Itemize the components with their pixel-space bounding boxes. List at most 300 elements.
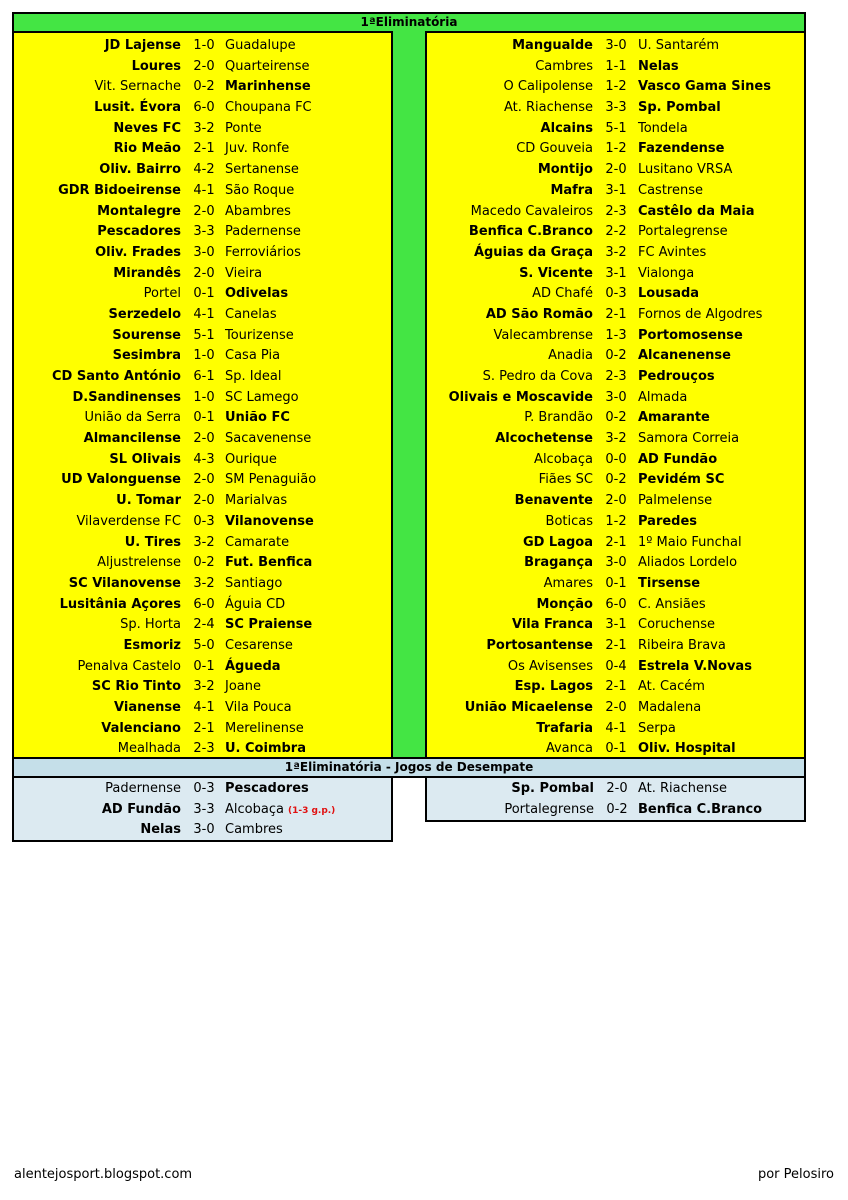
match-row	[14, 388, 391, 409]
match-row	[427, 719, 804, 740]
match-row	[14, 615, 391, 636]
match-score: 3-3	[193, 224, 215, 240]
away-team: Pescadores	[225, 781, 309, 796]
match-score: 3-0	[193, 822, 215, 838]
match-row	[14, 408, 391, 429]
match-score: 1-3	[605, 327, 627, 343]
match-row	[427, 36, 804, 57]
match-row	[427, 139, 804, 160]
match-score: 2-1	[605, 679, 627, 695]
match-score: 3-1	[605, 617, 627, 633]
match-row	[14, 533, 391, 554]
match-score: 2-0	[605, 700, 627, 715]
away-team: Quarteirense	[225, 58, 310, 74]
match-row	[427, 553, 804, 574]
away-team: Camarate	[225, 534, 290, 550]
match-score: 2-1	[605, 637, 627, 653]
away-team: 1º Maio Funchal	[638, 534, 742, 550]
home-team: Esmoriz	[123, 637, 181, 653]
away-team: Castêlo da Maia	[638, 203, 755, 219]
round-title: 1ªEliminatória	[12, 12, 806, 33]
match-row	[14, 139, 391, 160]
home-team: Oliv. Bairro	[99, 162, 181, 178]
away-team: Abambres	[225, 203, 291, 219]
away-team: U. Coimbra	[225, 741, 306, 757]
match-row	[427, 222, 804, 243]
home-team: Rio Meão	[113, 141, 181, 157]
match-row	[14, 243, 391, 264]
match-score: 4-1	[193, 700, 215, 715]
match-score: 6-0	[193, 596, 215, 612]
home-team: SL Olivais	[109, 451, 181, 467]
away-team: Guadalupe	[225, 38, 296, 53]
home-team: Alcobaça	[534, 451, 593, 467]
away-team: Canelas	[225, 306, 277, 322]
match-score: 3-2	[193, 534, 215, 550]
match-row	[427, 202, 804, 223]
match-score: 6-0	[193, 100, 215, 116]
match-row	[427, 615, 804, 636]
match-score: 0-2	[605, 410, 627, 426]
away-team: Juv. Ronfe	[225, 141, 290, 157]
match-row	[14, 119, 391, 140]
match-row	[427, 512, 804, 533]
match-score: 3-2	[193, 120, 215, 136]
away-team: Benfica C.Branco	[638, 801, 763, 817]
match-score: 0-1	[605, 575, 627, 591]
home-team: GDR Bidoeirense	[58, 182, 181, 198]
home-team: Valecambrense	[493, 327, 593, 343]
home-team: Vianense	[114, 700, 181, 715]
away-team: Merelinense	[225, 720, 304, 736]
match-score: 2-0	[193, 493, 215, 509]
match-row	[14, 450, 391, 471]
home-team: Montijo	[537, 162, 593, 178]
match-score: 2-3	[605, 203, 627, 219]
home-team: Bragança	[524, 555, 593, 571]
match-score: 3-2	[605, 244, 627, 260]
match-row	[14, 677, 391, 698]
match-row	[427, 533, 804, 554]
match-row	[427, 677, 804, 698]
match-score: 2-0	[193, 203, 215, 219]
match-row	[14, 595, 391, 616]
home-team: União Micaelense	[464, 700, 593, 715]
away-team: Marialvas	[225, 493, 288, 509]
home-team: Monção	[536, 596, 593, 612]
match-row	[14, 202, 391, 223]
match-row	[427, 574, 804, 595]
home-team: S. Vicente	[519, 265, 593, 281]
match-row	[14, 305, 391, 326]
away-team: Tourizense	[225, 327, 294, 343]
match-row	[427, 119, 804, 140]
home-team: U. Tires	[124, 534, 181, 550]
home-team: U. Tomar	[116, 493, 181, 509]
home-team: S. Pedro da Cova	[482, 369, 593, 384]
home-team: At. Riachense	[503, 100, 593, 116]
home-team: Lusitânia Açores	[59, 596, 181, 612]
home-team: Portosantense	[486, 637, 593, 653]
home-team: Mangualde	[512, 38, 593, 53]
match-row	[427, 160, 804, 181]
home-team: Pescadores	[97, 224, 181, 240]
match-score: 1-0	[193, 348, 215, 364]
match-row	[14, 820, 391, 841]
match-score: 2-0	[605, 493, 627, 509]
home-team: GD Lagoa	[522, 534, 593, 550]
away-team: Ribeira Brava	[638, 637, 726, 653]
home-team: Aljustrelense	[97, 555, 181, 571]
match-row	[14, 36, 391, 57]
match-score: 4-1	[605, 720, 627, 736]
home-team: AD São Romão	[485, 306, 593, 322]
away-team: Tondela	[638, 120, 688, 136]
home-team: AD Chafé	[532, 286, 593, 302]
match-score: 5-1	[193, 327, 215, 343]
away-team: Estrela V.Novas	[638, 658, 752, 674]
home-team: Vilaverdense FC	[76, 513, 181, 529]
away-team: Vila Pouca	[225, 700, 292, 715]
away-team: Odivelas	[225, 286, 289, 302]
home-team: UD Valonguense	[61, 472, 181, 488]
away-team: Fornos de Algodres	[638, 306, 763, 322]
home-team: Sesimbra	[112, 348, 181, 364]
away-team: Ourique	[225, 451, 277, 467]
home-team: Trafaria	[536, 720, 593, 736]
match-row	[427, 367, 804, 388]
match-score: 3-3	[605, 100, 627, 116]
match-row	[14, 719, 391, 740]
match-score: 0-2	[193, 555, 215, 571]
match-score: 2-1	[193, 720, 215, 736]
match-row	[14, 470, 391, 491]
match-row	[14, 222, 391, 243]
home-team: Mafra	[550, 182, 593, 198]
match-row	[14, 698, 391, 719]
home-team: SC Vilanovense	[68, 575, 181, 591]
match-score: 0-1	[193, 410, 215, 426]
match-row	[14, 284, 391, 305]
right-results-panel	[425, 31, 806, 759]
match-score: 2-1	[605, 306, 627, 322]
away-team: Castrense	[638, 182, 703, 198]
home-team: AD Fundão	[101, 801, 181, 817]
match-row	[14, 491, 391, 512]
match-row	[14, 553, 391, 574]
match-score: 3-3	[193, 801, 215, 817]
home-team: Valenciano	[101, 720, 181, 736]
home-team: Anadia	[548, 348, 593, 364]
home-team: Vila Franca	[511, 617, 593, 633]
away-team: Pevidém SC	[638, 472, 725, 488]
away-team: Vasco Gama Sines	[638, 79, 771, 95]
match-row	[14, 98, 391, 119]
away-team: Portomosense	[638, 327, 743, 343]
home-team: Fiães SC	[538, 472, 593, 488]
match-row	[427, 429, 804, 450]
home-team: Cambres	[535, 58, 593, 74]
match-score: 2-3	[605, 369, 627, 384]
home-team: JD Lajense	[104, 38, 181, 53]
away-team-name: Alcobaça	[225, 801, 284, 817]
match-score: 2-0	[193, 58, 215, 74]
home-team: Os Avisenses	[507, 658, 593, 674]
away-team: C. Ansiães	[638, 596, 706, 612]
away-team: Sp. Pombal	[638, 100, 721, 116]
match-score: 2-0	[193, 431, 215, 447]
away-team: Vialonga	[638, 265, 695, 281]
match-row	[427, 491, 804, 512]
away-team: Almada	[638, 389, 688, 405]
match-score: 2-0	[193, 265, 215, 281]
home-team: Avanca	[545, 741, 593, 757]
away-team: Coruchense	[638, 617, 716, 633]
match-row	[427, 388, 804, 409]
away-team: Vieira	[225, 265, 263, 281]
match-score: 3-0	[605, 555, 627, 571]
match-score: 2-0	[605, 162, 627, 178]
home-team: Serzedelo	[108, 306, 181, 322]
away-team: Paredes	[638, 513, 698, 529]
away-team: Joane	[225, 679, 261, 695]
match-score: 0-3	[193, 781, 215, 796]
away-team: Casa Pia	[225, 348, 281, 364]
match-score: 0-2	[606, 801, 628, 817]
match-score: 0-2	[193, 79, 215, 95]
match-row	[427, 264, 804, 285]
home-team: Boticas	[545, 513, 593, 529]
home-team: Sp. Pombal	[511, 781, 594, 796]
center-divider	[391, 31, 427, 759]
away-team: Tirsense	[638, 575, 701, 591]
away-team: Vilanovense	[225, 513, 314, 529]
match-row	[14, 57, 391, 78]
away-team: At. Cacém	[638, 679, 705, 695]
match-score: 2-3	[193, 741, 215, 757]
away-team: Madalena	[638, 700, 702, 715]
match-row	[14, 181, 391, 202]
away-team: Cambres	[225, 822, 283, 838]
left-replay-panel	[12, 776, 393, 842]
match-score: 3-2	[605, 431, 627, 447]
match-score: 0-0	[605, 451, 627, 467]
away-team: Ponte	[225, 120, 262, 136]
match-score: 3-2	[193, 575, 215, 591]
away-team: Fazendense	[638, 141, 725, 157]
match-score: 0-2	[605, 348, 627, 364]
match-row	[427, 470, 804, 491]
away-team: Pedrouços	[638, 369, 715, 384]
match-row	[14, 657, 391, 678]
away-team: U. Santarém	[638, 38, 720, 53]
match-score: 3-1	[605, 265, 627, 281]
match-row	[427, 57, 804, 78]
match-score: 0-1	[605, 741, 627, 757]
match-row	[427, 657, 804, 678]
match-row	[14, 264, 391, 285]
match-score: 3-0	[605, 38, 627, 53]
away-team: Choupana FC	[225, 100, 312, 116]
away-team: Sp. Ideal	[225, 369, 282, 384]
home-team: Sp. Horta	[120, 617, 181, 633]
penalty-note: (1-3 g.p.)	[287, 805, 336, 816]
match-row	[14, 779, 391, 800]
home-team: Macedo Cavaleiros	[470, 203, 593, 219]
match-row	[427, 346, 804, 367]
match-score: 3-0	[193, 244, 215, 260]
away-team: Águeda	[225, 658, 281, 674]
away-team: União FC	[225, 410, 290, 426]
match-row	[14, 367, 391, 388]
match-score: 2-1	[605, 534, 627, 550]
match-row	[427, 98, 804, 119]
home-team: O Calipolense	[503, 79, 593, 95]
home-team: Nelas	[140, 822, 181, 838]
match-score: 5-0	[193, 637, 215, 653]
home-team: Alcochetense	[495, 431, 593, 447]
right-replay-panel	[425, 776, 806, 822]
match-score: 2-2	[605, 224, 627, 240]
home-team: Mealhada	[117, 741, 181, 757]
match-row	[427, 243, 804, 264]
match-row	[427, 800, 804, 821]
away-team: Padernense	[225, 224, 301, 240]
home-team: SC Rio Tinto	[91, 679, 181, 695]
away-team: Águia CD	[225, 596, 286, 612]
match-row	[14, 574, 391, 595]
home-team: Portalegrense	[504, 801, 594, 817]
match-row	[427, 595, 804, 616]
match-score: 0-2	[605, 472, 627, 488]
match-score: 3-0	[605, 389, 627, 405]
away-team: SM Penaguião	[225, 472, 317, 488]
home-team: Portel	[143, 286, 181, 302]
home-team: Loures	[131, 58, 181, 74]
away-team: Ferroviários	[225, 244, 301, 260]
match-score: 1-2	[605, 79, 627, 95]
match-row	[427, 450, 804, 471]
match-row	[14, 800, 391, 821]
home-team: União da Serra	[84, 410, 181, 426]
match-score: 3-1	[605, 182, 627, 198]
match-score: 2-4	[193, 617, 215, 633]
match-row	[427, 181, 804, 202]
match-row	[14, 346, 391, 367]
match-score: 4-1	[193, 306, 215, 322]
away-team: At. Riachense	[638, 781, 728, 796]
home-team: Oliv. Frades	[95, 244, 181, 260]
away-team: Lousada	[638, 286, 700, 302]
away-team: Portalegrense	[638, 224, 728, 240]
match-row	[14, 160, 391, 181]
match-row	[427, 326, 804, 347]
match-row	[427, 408, 804, 429]
match-score: 0-3	[605, 286, 627, 302]
match-row	[427, 698, 804, 719]
away-team: Amarante	[638, 410, 710, 426]
away-team: Oliv. Hospital	[638, 741, 736, 757]
match-score: 0-4	[605, 658, 627, 674]
match-score: 1-0	[193, 389, 215, 405]
match-row	[14, 326, 391, 347]
match-score: 6-0	[605, 596, 627, 612]
home-team: Vit. Sernache	[94, 79, 181, 95]
match-score: 1-1	[605, 58, 627, 74]
home-team: Águias da Graça	[473, 244, 593, 260]
home-team: Almancilense	[83, 431, 181, 447]
left-results-panel	[12, 31, 393, 759]
home-team: Penalva Castelo	[77, 658, 181, 674]
home-team: Olivais e Moscavide	[448, 389, 593, 405]
match-score: 4-2	[193, 162, 215, 178]
match-row	[427, 305, 804, 326]
away-team: Santiago	[225, 575, 283, 591]
away-team: SC Praiense	[225, 617, 313, 633]
home-team: Benavente	[514, 493, 593, 509]
away-team	[225, 800, 335, 822]
home-team: Amares	[543, 575, 593, 591]
match-score: 0-1	[193, 658, 215, 674]
match-row	[427, 779, 804, 800]
match-row	[14, 512, 391, 533]
away-team: Nelas	[638, 58, 679, 74]
home-team: Alcains	[540, 120, 593, 136]
match-row	[14, 429, 391, 450]
match-row	[14, 77, 391, 98]
match-score: 2-0	[606, 781, 628, 796]
away-team: Cesarense	[225, 637, 293, 653]
replay-title: 1ªEliminatória - Jogos de Desempate	[12, 757, 806, 778]
match-row	[427, 636, 804, 657]
match-score: 1-0	[193, 38, 215, 53]
home-team: CD Gouveia	[516, 141, 593, 157]
away-team: Sertanense	[225, 162, 299, 178]
home-team: Neves FC	[113, 120, 181, 136]
home-team: Benfica C.Branco	[468, 224, 593, 240]
home-team: Padernense	[105, 781, 181, 796]
match-score: 5-1	[605, 120, 627, 136]
match-score: 2-1	[193, 141, 215, 157]
match-score: 1-2	[605, 513, 627, 529]
away-team: Fut. Benfica	[225, 555, 313, 571]
home-team: D.Sandinenses	[72, 389, 181, 405]
match-score: 3-2	[193, 679, 215, 695]
match-score: 4-1	[193, 182, 215, 198]
away-team: Palmelense	[638, 493, 713, 509]
away-team: SC Lamego	[225, 389, 299, 405]
away-team: Aliados Lordelo	[638, 555, 738, 571]
away-team: Marinhense	[225, 79, 311, 95]
home-team: Mirandês	[113, 265, 181, 281]
away-team: Sacavenense	[225, 431, 312, 447]
match-score: 4-3	[193, 451, 215, 467]
match-score: 0-1	[193, 286, 215, 302]
home-team: Sourense	[112, 327, 181, 343]
home-team: Esp. Lagos	[514, 679, 593, 695]
match-row	[427, 284, 804, 305]
match-score: 6-1	[193, 369, 215, 384]
away-team: Alcanenense	[638, 348, 731, 364]
home-team: CD Santo António	[51, 369, 181, 384]
away-team: Lusitano VRSA	[638, 162, 733, 178]
away-team: São Roque	[225, 182, 295, 198]
match-score: 2-0	[193, 472, 215, 488]
home-team: Montalegre	[97, 203, 181, 219]
footer-author: por Pelosiro	[757, 1167, 834, 1182]
away-team: Samora Correia	[638, 431, 740, 447]
footer-site: alentejosport.blogspot.com	[14, 1167, 193, 1182]
